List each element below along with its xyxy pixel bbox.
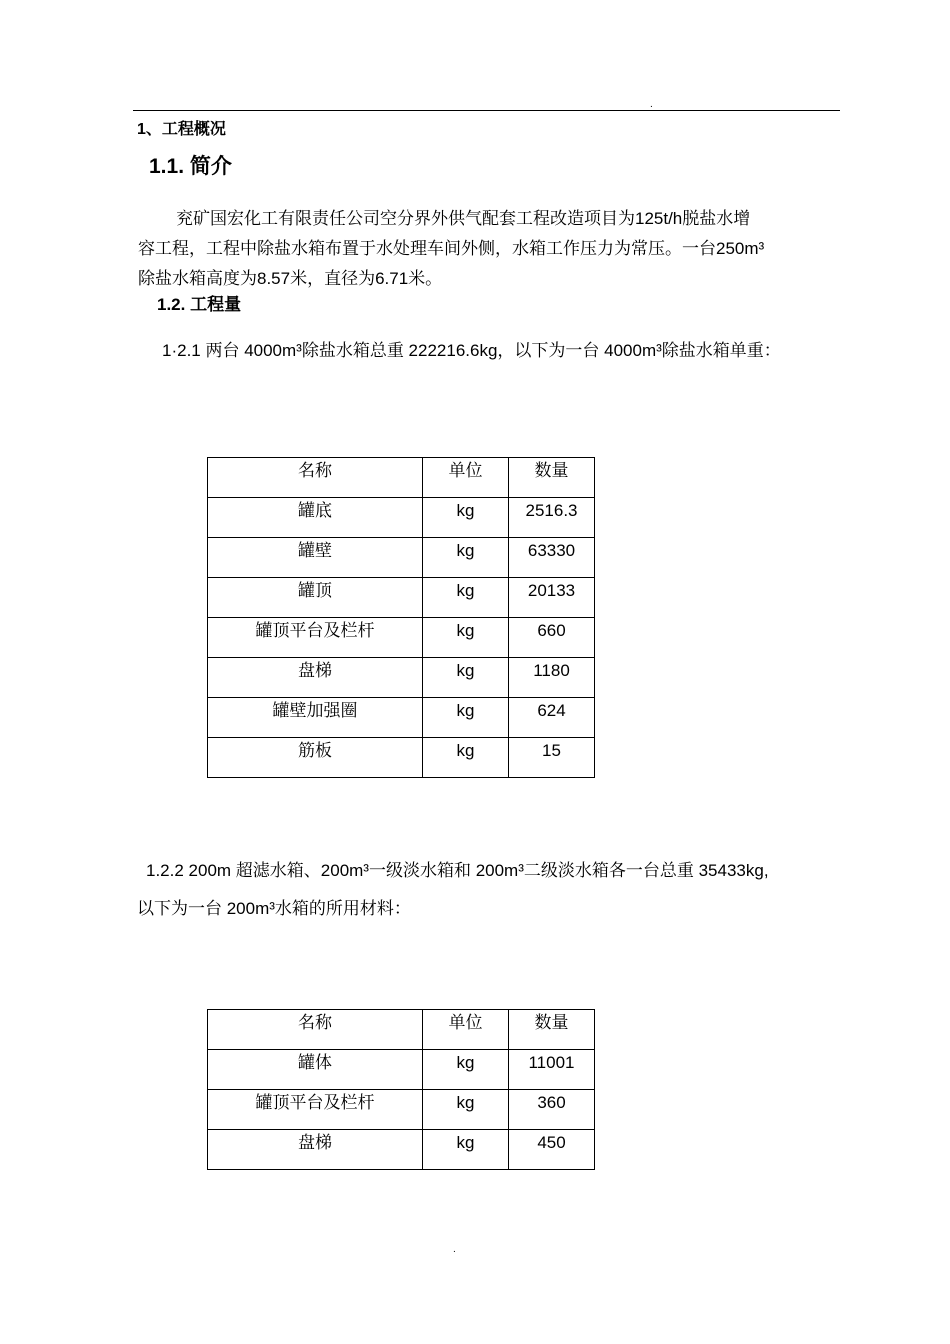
cell-name: 罐体 <box>208 1050 423 1090</box>
cell-qty: 2516.3 <box>509 498 595 538</box>
table-row <box>208 1090 595 1130</box>
cell-name: 罐壁加强圈 <box>208 698 423 738</box>
cell-name: 罐壁 <box>208 538 423 578</box>
header-cell-unit: 单位 <box>423 458 509 498</box>
header-rule <box>133 110 840 111</box>
table-header-row <box>208 1010 595 1050</box>
cell-name: 罐顶平台及栏杆 <box>208 1090 423 1130</box>
cell-qty: 660 <box>509 618 595 658</box>
table-row <box>208 578 595 618</box>
footer-mark: . <box>453 1244 456 1255</box>
table-row <box>208 1130 595 1170</box>
table-row <box>208 538 595 578</box>
cell-name: 筋板 <box>208 738 423 778</box>
cell-qty: 360 <box>509 1090 595 1130</box>
item-1-2-2-text-line1: 1.2.2 200m 超滤水箱、200m³一级淡水箱和 200m³二级淡水箱各一台总重 35433kg, <box>146 861 769 880</box>
item-1-2-1-text: 1·2.1 两台 4000m³除盐水箱总重 222216.6kg，以下为一台 4000m³除盐水箱单重： <box>162 341 781 360</box>
cell-qty: 11001 <box>509 1050 595 1090</box>
item-1-2-2-text-line2: 以下为一台 200m³水箱的所用材料： <box>137 899 411 918</box>
header-cell-name: 名称 <box>208 1010 423 1050</box>
cell-unit: kg <box>423 578 509 618</box>
quantity-table-4000 <box>207 457 595 778</box>
header-cell-qty: 数量 <box>509 458 595 498</box>
intro-paragraph <box>138 204 843 294</box>
cell-unit: kg <box>423 658 509 698</box>
table-row <box>208 698 595 738</box>
subsection-heading-quantities: 1.2. 工程量 <box>157 295 242 314</box>
quantity-table-200 <box>207 1009 595 1170</box>
cell-qty: 20133 <box>509 578 595 618</box>
cell-qty: 450 <box>509 1130 595 1170</box>
cell-qty: 1180 <box>509 658 595 698</box>
section-heading: 1、工程概况 <box>137 121 226 138</box>
table-row <box>208 498 595 538</box>
cell-qty: 15 <box>509 738 595 778</box>
table-header-row <box>208 458 595 498</box>
cell-name: 罐顶 <box>208 578 423 618</box>
cell-unit: kg <box>423 538 509 578</box>
cell-qty: 624 <box>509 698 595 738</box>
subsection-heading-intro: 1.1. 简介 <box>149 155 232 178</box>
cell-unit: kg <box>423 698 509 738</box>
cell-name: 盘梯 <box>208 658 423 698</box>
cell-name: 罐底 <box>208 498 423 538</box>
cell-unit: kg <box>423 618 509 658</box>
cell-unit: kg <box>423 738 509 778</box>
header-mark: . <box>650 99 653 110</box>
paragraph-line: 兖矿国宏化工有限责任公司空分界外供气配套工程改造项目为125t/h脱盐水增 <box>176 209 751 228</box>
cell-name: 罐顶平台及栏杆 <box>208 618 423 658</box>
table-row <box>208 618 595 658</box>
cell-unit: kg <box>423 1050 509 1090</box>
cell-name: 盘梯 <box>208 1130 423 1170</box>
cell-unit: kg <box>423 1090 509 1130</box>
table-row <box>208 738 595 778</box>
header-cell-name: 名称 <box>208 458 423 498</box>
cell-qty: 63330 <box>509 538 595 578</box>
header-cell-qty: 数量 <box>509 1010 595 1050</box>
cell-unit: kg <box>423 1130 509 1170</box>
header-cell-unit: 单位 <box>423 1010 509 1050</box>
paragraph-line: 除盐水箱高度为8.57米，直径为6.71米。 <box>138 269 443 288</box>
table-row <box>208 1050 595 1090</box>
table-row <box>208 658 595 698</box>
cell-unit: kg <box>423 498 509 538</box>
paragraph-line: 容工程，工程中除盐水箱布置于水处理车间外侧，水箱工作压力为常压。一台250m³ <box>138 239 765 258</box>
